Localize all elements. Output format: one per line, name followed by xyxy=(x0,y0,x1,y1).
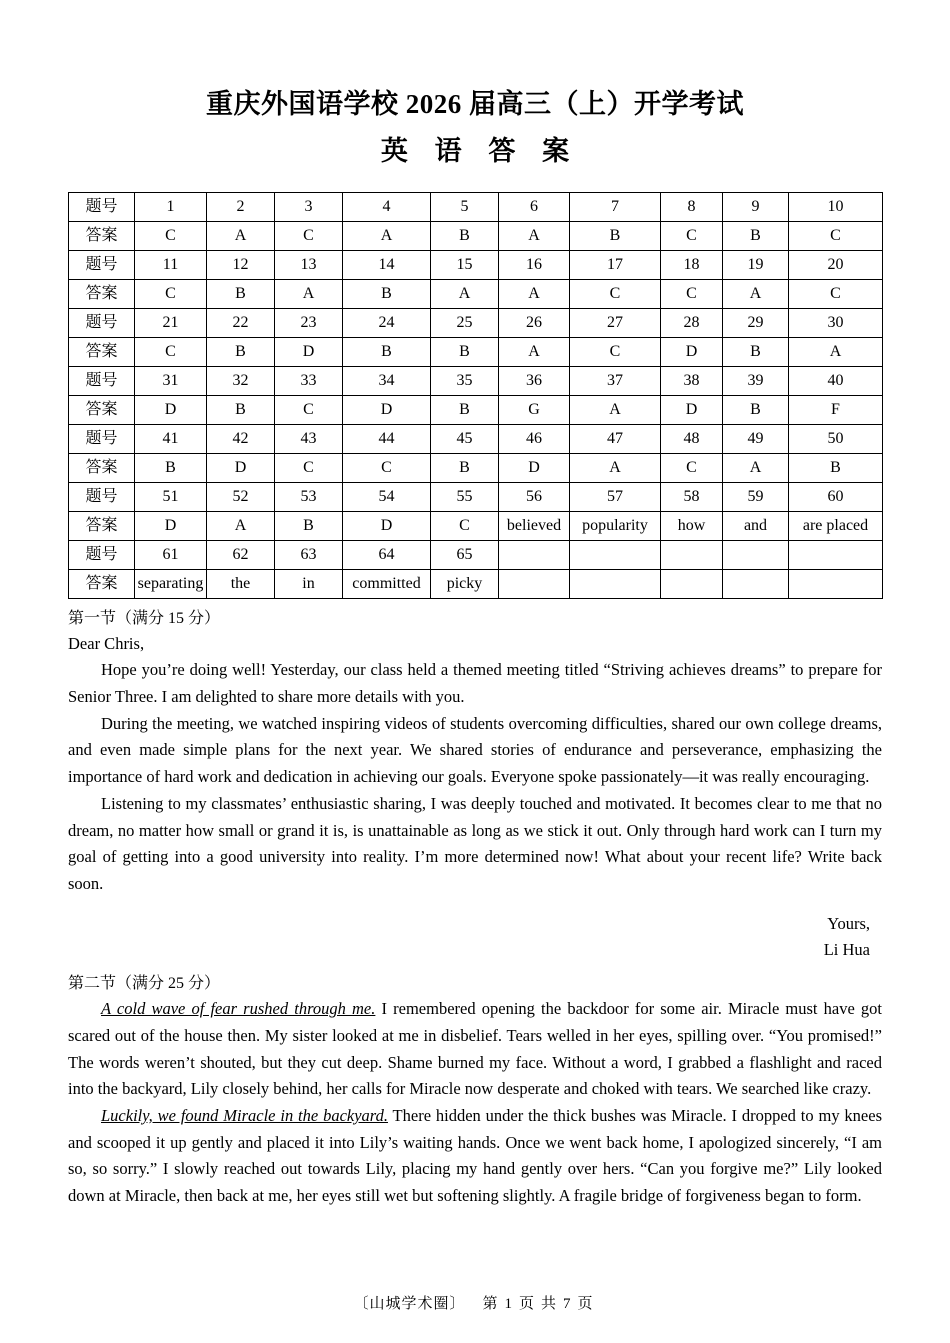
answer-cell: G xyxy=(499,395,570,424)
row-label-number: 题号 xyxy=(69,250,135,279)
question-number: 20 xyxy=(789,250,883,279)
question-number: 63 xyxy=(275,540,343,569)
answer-cell: A xyxy=(723,453,789,482)
letter-paragraph-2: During the meeting, we watched inspiring videos of students overcoming difficulties, shared our own college dreams, and even made simple plans for the next year. We shared stories of endurance and perseverance, emphasizing the importance of hard work and dedication in achieving our goals. Everyone spoke passionately—it was really encouraging. xyxy=(68,713,882,787)
footer-page-unit: 页 xyxy=(518,1296,535,1312)
question-number: 34 xyxy=(343,366,431,395)
answer-cell: committed xyxy=(343,569,431,598)
question-number: 33 xyxy=(275,366,343,395)
letter-closing: Yours, xyxy=(827,913,870,933)
question-number: 5 xyxy=(431,192,499,221)
answer-cell: B xyxy=(207,337,275,366)
answer-cell: A xyxy=(275,279,343,308)
table-row xyxy=(69,540,883,569)
footer-pager xyxy=(479,1296,596,1312)
question-number: 35 xyxy=(431,366,499,395)
answer-cell: A xyxy=(343,221,431,250)
question-number: 25 xyxy=(431,308,499,337)
row-label-number: 题号 xyxy=(69,366,135,395)
answer-cell-empty xyxy=(661,569,723,598)
answer-cell: C xyxy=(135,337,207,366)
letter-salutation: Dear Chris, xyxy=(68,633,145,653)
question-number: 1 xyxy=(135,192,207,221)
question-number: 44 xyxy=(343,424,431,453)
answer-cell: in xyxy=(275,569,343,598)
answer-cell: B xyxy=(723,221,789,250)
letter-paragraph-1: Hope you’re doing well! Yesterday, our class held a themed meeting titled “Striving achieves dreams” to prepare for Senior Three. I am delighted to share more details with you. xyxy=(68,660,882,706)
question-number: 29 xyxy=(723,308,789,337)
answer-cell: C xyxy=(135,221,207,250)
section-two-heading: 第二节（满分 25 分） xyxy=(68,975,221,993)
question-number: 19 xyxy=(723,250,789,279)
answer-cell: C xyxy=(789,221,883,250)
answer-cell: picky xyxy=(431,569,499,598)
answer-cell-empty xyxy=(570,569,661,598)
answer-cell: B xyxy=(275,511,343,540)
answer-cell: C xyxy=(275,221,343,250)
answer-cell: B xyxy=(723,337,789,366)
spacer xyxy=(68,898,882,911)
question-number: 22 xyxy=(207,308,275,337)
row-label-answer: 答案 xyxy=(69,511,135,540)
answer-cell: C xyxy=(343,453,431,482)
question-number: 30 xyxy=(789,308,883,337)
page-subtitle: 英 语 答 案 xyxy=(380,136,580,167)
table-row xyxy=(69,192,883,221)
answer-cell: A xyxy=(570,395,661,424)
answer-cell: are placed xyxy=(789,511,883,540)
question-number: 65 xyxy=(431,540,499,569)
answer-cell: B xyxy=(343,279,431,308)
answer-cell: B xyxy=(343,337,431,366)
question-number: 9 xyxy=(723,192,789,221)
answer-cell: C xyxy=(661,221,723,250)
question-number: 60 xyxy=(789,482,883,511)
answer-cell: D xyxy=(661,395,723,424)
table-row xyxy=(69,366,883,395)
question-number: 27 xyxy=(570,308,661,337)
answer-cell: B xyxy=(723,395,789,424)
footer-page-prefix: 第 xyxy=(482,1296,499,1312)
answer-cell: how xyxy=(661,511,723,540)
question-number: 24 xyxy=(343,308,431,337)
question-number: 32 xyxy=(207,366,275,395)
footer-total-pages: 7 xyxy=(563,1296,572,1312)
question-number: 28 xyxy=(661,308,723,337)
topic-sentence-2: Luckily, we found Miracle in the backyard. xyxy=(101,1106,388,1126)
row-label-answer: 答案 xyxy=(69,279,135,308)
answer-cell: C xyxy=(135,279,207,308)
answer-cell: B xyxy=(135,453,207,482)
question-number: 2 xyxy=(207,192,275,221)
question-number: 7 xyxy=(570,192,661,221)
question-number: 15 xyxy=(431,250,499,279)
answer-cell: D xyxy=(343,511,431,540)
question-number: 4 xyxy=(343,192,431,221)
answer-cell: C xyxy=(570,337,661,366)
answer-cell: the xyxy=(207,569,275,598)
letter-signature: Li Hua xyxy=(823,940,870,960)
topic-sentence-1: A cold wave of fear rushed through me. xyxy=(101,999,376,1019)
answer-cell: D xyxy=(135,395,207,424)
row-label-number: 题号 xyxy=(69,482,135,511)
row-label-number: 题号 xyxy=(69,308,135,337)
question-number: 59 xyxy=(723,482,789,511)
answer-cell: D xyxy=(661,337,723,366)
question-number: 50 xyxy=(789,424,883,453)
question-number-empty xyxy=(661,540,723,569)
continuation-paragraph-2 xyxy=(68,1103,882,1210)
table-row xyxy=(69,569,883,598)
question-number: 10 xyxy=(789,192,883,221)
question-number-empty xyxy=(499,540,570,569)
question-number: 14 xyxy=(343,250,431,279)
row-label-number: 题号 xyxy=(69,540,135,569)
answer-cell: B xyxy=(789,453,883,482)
question-number: 13 xyxy=(275,250,343,279)
question-number: 8 xyxy=(661,192,723,221)
answer-cell: A xyxy=(723,279,789,308)
question-number: 6 xyxy=(499,192,570,221)
answer-cell: C xyxy=(275,453,343,482)
answer-key-table xyxy=(68,192,883,599)
answer-cell: D xyxy=(499,453,570,482)
page-footer xyxy=(0,1292,950,1313)
table-row xyxy=(69,453,883,482)
answer-cell: B xyxy=(207,395,275,424)
answer-cell: B xyxy=(207,279,275,308)
question-number: 58 xyxy=(661,482,723,511)
question-number: 31 xyxy=(135,366,207,395)
table-row xyxy=(69,337,883,366)
question-number: 57 xyxy=(570,482,661,511)
answer-cell: C xyxy=(661,453,723,482)
question-number: 26 xyxy=(499,308,570,337)
answer-cell: D xyxy=(343,395,431,424)
question-number: 49 xyxy=(723,424,789,453)
answer-cell: C xyxy=(431,511,499,540)
question-number: 43 xyxy=(275,424,343,453)
answer-cell: A xyxy=(499,337,570,366)
table-row xyxy=(69,395,883,424)
question-number: 39 xyxy=(723,366,789,395)
question-number: 11 xyxy=(135,250,207,279)
table-row xyxy=(69,308,883,337)
row-label-answer: 答案 xyxy=(69,221,135,250)
question-number: 16 xyxy=(499,250,570,279)
table-row xyxy=(69,279,883,308)
answer-cell: B xyxy=(431,395,499,424)
question-number: 41 xyxy=(135,424,207,453)
question-number: 36 xyxy=(499,366,570,395)
answer-cell: D xyxy=(135,511,207,540)
answer-cell: and xyxy=(723,511,789,540)
table-row xyxy=(69,511,883,540)
question-number: 42 xyxy=(207,424,275,453)
answer-cell: B xyxy=(570,221,661,250)
continuation-body-1: I remembered opening the backdoor for some air. Miracle must have got scared out of the house then. My sister looked at me in disbelief. Tears welled in her eyes, spilling over. “You promised!” The words weren’t shouted, but they cut deep. Shame burned my face. Without a word, I grabbed a flashlight and raced into the backyard, Lily closely behind, her calls for Miracle now desperate and choked with tears. We searched like crazy. xyxy=(68,999,882,1099)
footer-brand: 〔山城学术圈〕 xyxy=(353,1296,466,1312)
answer-cell: C xyxy=(789,279,883,308)
row-label-answer: 答案 xyxy=(69,569,135,598)
question-number: 51 xyxy=(135,482,207,511)
question-number: 53 xyxy=(275,482,343,511)
row-label-answer: 答案 xyxy=(69,337,135,366)
question-number: 56 xyxy=(499,482,570,511)
question-number: 18 xyxy=(661,250,723,279)
answer-cell: D xyxy=(275,337,343,366)
table-row xyxy=(69,221,883,250)
table-row xyxy=(69,250,883,279)
question-number: 21 xyxy=(135,308,207,337)
answer-cell: A xyxy=(207,221,275,250)
section-one-heading: 第一节（满分 15 分） xyxy=(68,609,221,627)
question-number: 47 xyxy=(570,424,661,453)
question-number: 23 xyxy=(275,308,343,337)
footer-total-prefix: 共 xyxy=(541,1296,558,1312)
question-number: 37 xyxy=(570,366,661,395)
row-label-number: 题号 xyxy=(69,192,135,221)
answer-cell: popularity xyxy=(570,511,661,540)
letter-paragraph-3: Listening to my classmates’ enthusiastic sharing, I was deeply touched and motivated. It becomes clear to me that no dream, no matter how small or grand it is, is unattainable as long as we stick it out. Only through hard work can I turn my goal of getting into a good university into reality. I’m more determined now! What about your recent life? Write back soon. xyxy=(68,793,882,893)
question-number-empty xyxy=(723,540,789,569)
table-row xyxy=(69,424,883,453)
footer-page-number: 1 xyxy=(504,1296,513,1312)
question-number: 62 xyxy=(207,540,275,569)
question-number-empty xyxy=(570,540,661,569)
answer-cell: separating xyxy=(135,569,207,598)
answer-cell: C xyxy=(570,279,661,308)
answer-cell: A xyxy=(499,221,570,250)
question-number: 3 xyxy=(275,192,343,221)
question-number: 46 xyxy=(499,424,570,453)
answer-cell: B xyxy=(431,337,499,366)
question-number: 12 xyxy=(207,250,275,279)
table-row xyxy=(69,482,883,511)
question-number: 64 xyxy=(343,540,431,569)
question-number: 40 xyxy=(789,366,883,395)
answer-cell: believed xyxy=(499,511,570,540)
answer-table-body xyxy=(69,192,883,598)
question-number: 48 xyxy=(661,424,723,453)
answer-cell: C xyxy=(275,395,343,424)
answer-cell: A xyxy=(789,337,883,366)
answer-cell-empty xyxy=(789,569,883,598)
answer-cell: B xyxy=(431,221,499,250)
row-label-answer: 答案 xyxy=(69,453,135,482)
question-number: 61 xyxy=(135,540,207,569)
answer-cell: D xyxy=(207,453,275,482)
page-title: 重庆外国语学校 2026 届高三（上）开学考试 xyxy=(206,89,744,119)
question-number: 55 xyxy=(431,482,499,511)
answer-cell: A xyxy=(431,279,499,308)
answer-cell: A xyxy=(207,511,275,540)
continuation-body-2: There hidden under the thick bushes was Miracle. I dropped to my knees and scooped it up gently and placed it into Lily’s waiting hands. Once we went back home, I apologized sincerely, “I am so, so sorry.” I slowly reached out towards Lily, placing my hand gently over hers. “Can you forgive me?” Lily looked down at Miracle, then back at me, her eyes still wet but softening slightly. A fragile bridge of forgiveness began to form. xyxy=(68,1106,882,1206)
question-number-empty xyxy=(789,540,883,569)
question-number: 54 xyxy=(343,482,431,511)
answer-cell: C xyxy=(661,279,723,308)
row-label-number: 题号 xyxy=(69,424,135,453)
answer-cell-empty xyxy=(499,569,570,598)
answer-cell: A xyxy=(499,279,570,308)
answer-cell: A xyxy=(570,453,661,482)
row-label-answer: 答案 xyxy=(69,395,135,424)
question-number: 45 xyxy=(431,424,499,453)
answer-cell-empty xyxy=(723,569,789,598)
question-number: 17 xyxy=(570,250,661,279)
continuation-paragraph-1 xyxy=(68,996,882,1103)
answer-cell: F xyxy=(789,395,883,424)
footer-total-unit: 页 xyxy=(577,1296,594,1312)
question-number: 52 xyxy=(207,482,275,511)
question-number: 38 xyxy=(661,366,723,395)
answer-cell: B xyxy=(431,453,499,482)
